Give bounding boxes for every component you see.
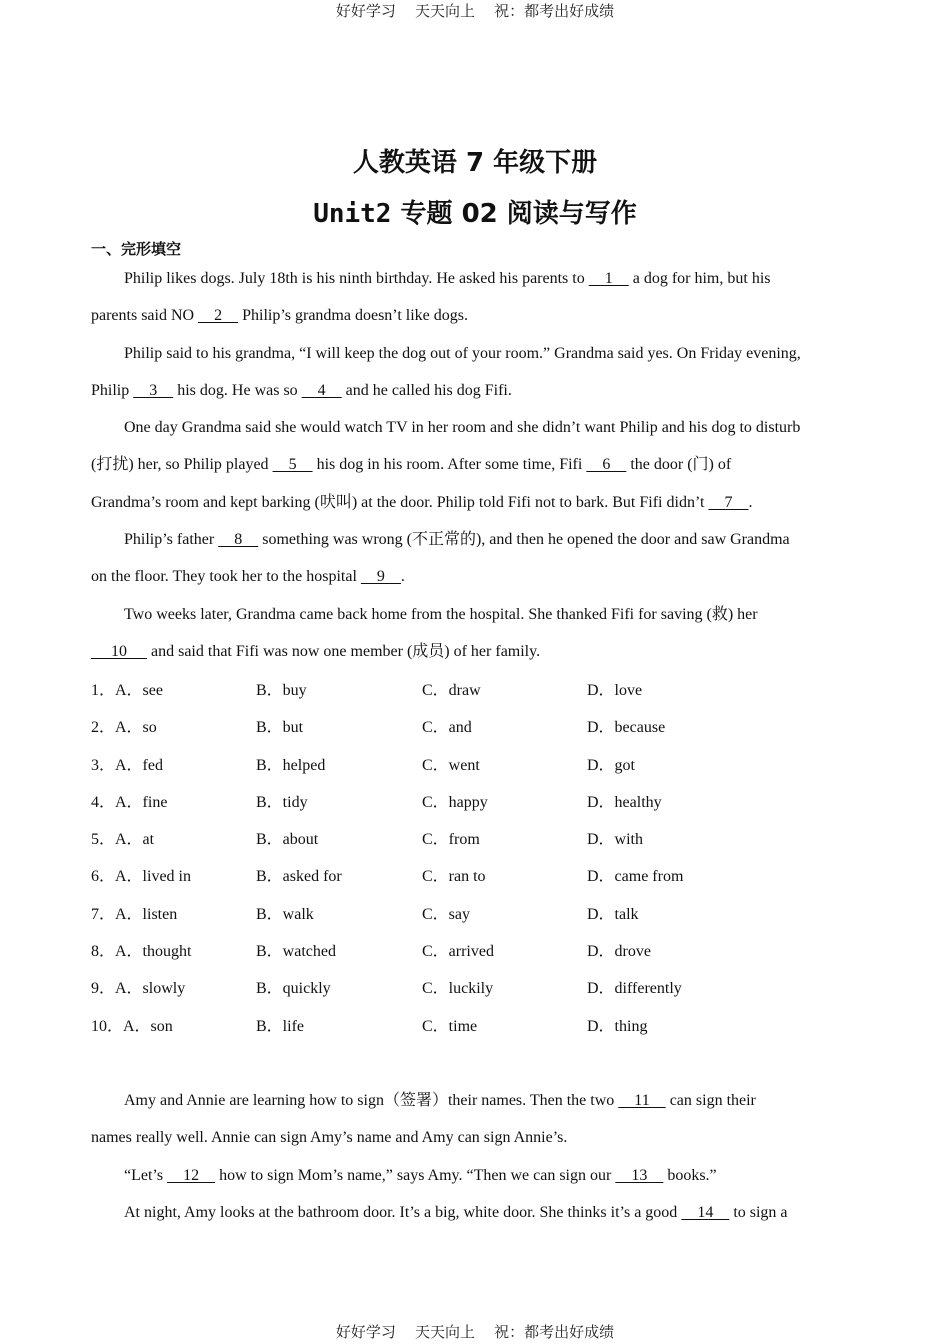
- passage-text: something was wrong (不正常的), and then he opened the door and saw Grandma: [258, 531, 790, 549]
- passage-text: his dog. He was so: [173, 381, 302, 399]
- option-choice[interactable]: 8．A．thought: [91, 943, 192, 961]
- option-choice[interactable]: B．buy: [256, 682, 307, 699]
- passage-1: [91, 260, 861, 670]
- passage-text: his dog in his room. After some time, Fifi: [312, 456, 587, 474]
- section-heading-cloze: 一、完形填空: [91, 240, 182, 258]
- page-header: 好好学习 天天向上 祝：都考出好成绩: [335, 2, 615, 20]
- option-choice[interactable]: B．about: [256, 831, 319, 849]
- option-choice[interactable]: C．happy: [422, 793, 488, 811]
- passage-text: Philip likes dogs. July 18th is his ninth birthday. He asked his parents to: [124, 270, 589, 287]
- document-subtitle: [0, 193, 950, 230]
- option-choice[interactable]: D．because: [587, 719, 666, 737]
- passage-text: .: [748, 493, 753, 511]
- page-footer: 好好学习 天天向上 祝：都考出好成绩: [335, 1323, 615, 1341]
- document-title: 人教英语 7 年级下册: [352, 148, 598, 178]
- answer-blank[interactable]: 7: [708, 493, 749, 511]
- option-choice[interactable]: D．differently: [587, 980, 682, 998]
- answer-blank[interactable]: 4: [301, 381, 342, 399]
- passage-text: At night, Amy looks at the bathroom door. It’s a big, white door. She thinks it’s a good: [124, 1203, 682, 1221]
- answer-blank[interactable]: 9: [360, 568, 401, 586]
- option-choice[interactable]: D．healthy: [587, 793, 662, 811]
- subtitle-unit: Unit2: [313, 199, 392, 229]
- passage-text: .: [400, 568, 405, 586]
- option-choice[interactable]: C．ran to: [422, 868, 486, 886]
- subtitle-topic: 专题 02 阅读与写作: [391, 199, 637, 229]
- passage-line: [91, 446, 861, 483]
- answer-blank[interactable]: 12: [167, 1166, 216, 1184]
- question-option-row: [91, 896, 861, 933]
- question-option-row: [91, 709, 861, 746]
- question-option-row: [91, 1008, 861, 1045]
- question-option-row: [91, 821, 861, 858]
- answer-blank[interactable]: 6: [586, 456, 627, 474]
- answer-blank[interactable]: 8: [218, 531, 259, 549]
- option-choice[interactable]: 3．A．fed: [91, 756, 163, 774]
- passage-text: Grandma’s room and kept barking (吠叫) at the door. Philip told Fifi not to bark. But Fifi didn’t: [91, 493, 709, 511]
- passage-text: a dog for him, but his: [628, 270, 771, 287]
- question-option-row: [91, 858, 861, 895]
- option-choice[interactable]: D．got: [587, 756, 636, 774]
- passage-text: names really well. Annie can sign Amy’s name and Amy can sign Annie’s.: [91, 1129, 568, 1147]
- option-choice[interactable]: 10．A．son: [91, 1017, 173, 1035]
- passage-text: the door (门) of: [626, 456, 732, 474]
- option-choice[interactable]: D．thing: [587, 1017, 648, 1035]
- passage-line: [91, 297, 861, 334]
- option-choice[interactable]: D．came from: [587, 868, 684, 886]
- passage-text: “Let’s: [124, 1166, 168, 1184]
- passage-text: Two weeks later, Grandma came back home from the hospital. She thanked Fifi for saving (救) her: [124, 605, 758, 623]
- passage-line: [91, 1157, 861, 1194]
- option-choice[interactable]: 5．A．at: [91, 831, 155, 849]
- passage-text: can sign their: [665, 1092, 756, 1109]
- passage-text: Amy and Annie are learning how to sign（签署）their names. Then the two: [124, 1092, 619, 1109]
- option-choice[interactable]: C．draw: [422, 682, 481, 699]
- passage-text: and he called his dog Fifi.: [341, 381, 512, 399]
- options-list: [91, 672, 861, 1045]
- option-choice[interactable]: D．love: [587, 682, 643, 699]
- passage-line: [91, 335, 861, 372]
- passage-line: [91, 372, 861, 409]
- passage-line: [91, 521, 861, 558]
- passage-text: and said that Fifi was now one member (成员) of her family.: [147, 642, 541, 660]
- option-choice[interactable]: B．walk: [256, 905, 314, 923]
- answer-blank[interactable]: 14: [681, 1203, 730, 1221]
- passage-line: [91, 633, 861, 670]
- option-choice[interactable]: 9．A．slowly: [91, 980, 186, 998]
- option-choice[interactable]: 7．A．listen: [91, 905, 178, 923]
- passage-line: [91, 596, 861, 633]
- passage-line: [91, 1082, 861, 1119]
- option-choice[interactable]: 2．A．so: [91, 719, 157, 737]
- option-choice[interactable]: C．luckily: [422, 980, 494, 998]
- passage-text: Philip’s father: [124, 531, 219, 549]
- option-choice[interactable]: B．quickly: [256, 980, 331, 998]
- option-choice[interactable]: 4．A．fine: [91, 793, 168, 811]
- passage-text: how to sign Mom’s name,” says Amy. “Then we can sign our: [215, 1166, 616, 1184]
- passage-text: Philip’s grandma doesn’t like dogs.: [238, 307, 469, 325]
- passage-text: Philip said to his grandma, “I will keep the dog out of your room.” Grandma said yes. On Friday evening,: [124, 344, 801, 362]
- passage-line: [91, 409, 861, 446]
- passage-text: to sign a: [729, 1203, 788, 1221]
- option-choice[interactable]: C．say: [422, 905, 471, 923]
- option-choice[interactable]: C．time: [422, 1017, 478, 1035]
- answer-blank[interactable]: 3: [133, 381, 174, 399]
- option-choice[interactable]: B．asked for: [256, 868, 342, 886]
- option-choice[interactable]: B．life: [256, 1017, 304, 1035]
- option-choice[interactable]: B．but: [256, 719, 304, 737]
- answer-blank[interactable]: 11: [618, 1092, 666, 1109]
- answer-blank[interactable]: 2: [198, 307, 239, 325]
- option-choice[interactable]: C．and: [422, 719, 472, 737]
- question-option-row: [91, 784, 861, 821]
- answer-blank[interactable]: 1: [588, 270, 629, 287]
- passage-text: One day Grandma said she would watch TV in her room and she didn’t want Philip and his dog to disturb: [124, 419, 801, 437]
- option-choice[interactable]: D．drove: [587, 943, 651, 961]
- passage-text: Philip: [91, 381, 134, 399]
- passage-line: [91, 1119, 861, 1156]
- question-option-row: [91, 747, 861, 784]
- option-choice[interactable]: B．helped: [256, 756, 326, 774]
- option-choice[interactable]: C．from: [422, 831, 480, 849]
- option-choice[interactable]: D．talk: [587, 905, 639, 923]
- question-option-row: [91, 672, 861, 709]
- passage-line: [91, 1194, 861, 1231]
- option-choice[interactable]: 1．A．see: [91, 682, 163, 699]
- passage-text: books.”: [663, 1166, 717, 1184]
- option-choice[interactable]: C．went: [422, 756, 480, 774]
- option-choice[interactable]: C．arrived: [422, 943, 494, 961]
- passage-line: [91, 260, 861, 297]
- passage-2: [91, 1082, 861, 1231]
- option-choice[interactable]: 6．A．lived in: [91, 868, 191, 886]
- option-choice[interactable]: D．with: [587, 831, 644, 849]
- option-choice[interactable]: B．tidy: [256, 793, 308, 811]
- answer-blank[interactable]: 13: [615, 1166, 664, 1184]
- question-option-row: [91, 933, 861, 970]
- passage-line: [91, 484, 861, 521]
- passage-text: on the floor. They took her to the hospital: [91, 568, 361, 586]
- question-option-row: [91, 970, 861, 1007]
- passage-text: (打扰) her, so Philip played: [91, 456, 273, 474]
- passage-line: [91, 558, 861, 595]
- option-choice[interactable]: B．watched: [256, 943, 336, 961]
- answer-blank[interactable]: 10: [91, 642, 147, 660]
- answer-blank[interactable]: 5: [272, 456, 313, 474]
- passage-text: parents said NO: [91, 307, 199, 325]
